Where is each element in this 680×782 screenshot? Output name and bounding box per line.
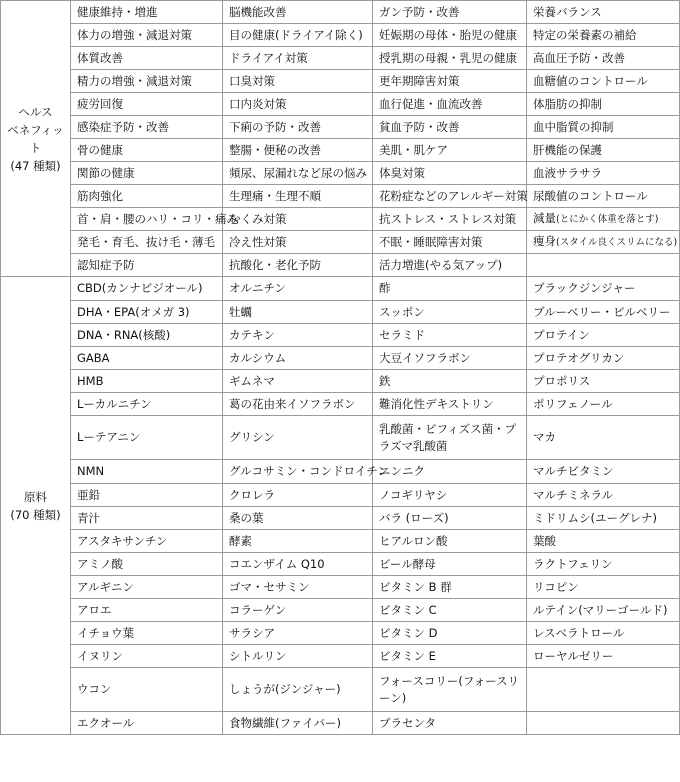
table-cell: アルギニン — [71, 576, 223, 599]
table-cell: 生理痛・生理不順 — [223, 185, 373, 208]
table-cell: 筋肉強化 — [71, 185, 223, 208]
table-cell: 体力の増強・減退対策 — [71, 24, 223, 47]
table-cell: シトルリン — [223, 645, 373, 668]
table-cell: グルコサミン・コンドロイチン — [223, 460, 373, 484]
table-cell: 認知症予防 — [71, 254, 223, 277]
table-cell: サラシア — [223, 622, 373, 645]
table-cell: リコピン — [527, 576, 680, 599]
table-cell: 牡蠣 — [223, 301, 373, 324]
table-cell: 葉酸 — [527, 530, 680, 553]
table-cell: 目の健康(ドライアイ除く) — [223, 24, 373, 47]
table-row — [1, 460, 680, 484]
table-cell: ルテイン(マリーゴールド) — [527, 599, 680, 622]
table-cell: 大豆イソフラボン — [373, 347, 527, 370]
table-cell: コラーゲン — [223, 599, 373, 622]
table-cell: むくみ対策 — [223, 208, 373, 231]
table-cell: ビタミン C — [373, 599, 527, 622]
table-cell: 体質改善 — [71, 47, 223, 70]
table-row — [1, 254, 680, 277]
table-row — [1, 712, 680, 735]
table-cell: 肝機能の保護 — [527, 139, 680, 162]
table-cell: オルニチン — [223, 277, 373, 301]
table-cell: 難消化性デキストリン — [373, 393, 527, 416]
table-cell: 血糖値のコントロール — [527, 70, 680, 93]
table-row — [1, 301, 680, 324]
table-row — [1, 139, 680, 162]
table-cell: ビタミン D — [373, 622, 527, 645]
table-cell: 鉄 — [373, 370, 527, 393]
table-row — [1, 24, 680, 47]
table-cell: グリシン — [223, 416, 373, 460]
table-cell: 花粉症などのアレルギー対策 — [373, 185, 527, 208]
table-cell: DNA・RNA(核酸) — [71, 324, 223, 347]
table-cell: しょうが(ジンジャー) — [223, 668, 373, 712]
table-cell: Lーカルニチン — [71, 393, 223, 416]
table-row — [1, 668, 680, 712]
table-cell: ニンニク — [373, 460, 527, 484]
table-cell: ドライアイ対策 — [223, 47, 373, 70]
table-cell: クロレラ — [223, 484, 373, 507]
table-cell: プロテオグリカン — [527, 347, 680, 370]
table-cell: プロポリス — [527, 370, 680, 393]
table-cell: 骨の健康 — [71, 139, 223, 162]
table-cell: 頻尿、尿漏れなど尿の悩み — [223, 162, 373, 185]
table-cell: 下痢の予防・改善 — [223, 116, 373, 139]
table-row — [1, 622, 680, 645]
table-cell: カルシウム — [223, 347, 373, 370]
table-cell: 特定の栄養素の補給 — [527, 24, 680, 47]
table-cell: ゴマ・セサミン — [223, 576, 373, 599]
table-cell: ビタミン B 群 — [373, 576, 527, 599]
table-cell: 乳酸菌・ビフィズス菌・プラズマ乳酸菌 — [373, 416, 527, 460]
table-cell: ガン予防・改善 — [373, 1, 527, 24]
table-cell: HMB — [71, 370, 223, 393]
table-cell: エクオール — [71, 712, 223, 735]
table-cell: 亜鉛 — [71, 484, 223, 507]
table-cell: 抗酸化・老化予防 — [223, 254, 373, 277]
table-cell: ヒアルロン酸 — [373, 530, 527, 553]
section-label: ベネフィット — [7, 122, 64, 155]
table-cell: 整腸・便秘の改善 — [223, 139, 373, 162]
table-cell: 疲労回復 — [71, 93, 223, 116]
table-cell: 葛の花由来イソフラボン — [223, 393, 373, 416]
table-cell: 妊娠期の母体・胎児の健康 — [373, 24, 527, 47]
table-cell: スッポン — [373, 301, 527, 324]
table-row — [1, 277, 680, 301]
table-cell: 酵素 — [223, 530, 373, 553]
table-cell: 血行促進・血流改善 — [373, 93, 527, 116]
table-cell: 更年期障害対策 — [373, 70, 527, 93]
table-row — [1, 530, 680, 553]
table-cell: 抗ストレス・ストレス対策 — [373, 208, 527, 231]
table-cell: 健康維持・増進 — [71, 1, 223, 24]
table-cell: 血液サラサラ — [527, 162, 680, 185]
table-cell: 食物繊維(ファイバー) — [223, 712, 373, 735]
table-cell: マルチビタミン — [527, 460, 680, 484]
table-cell: イヌリン — [71, 645, 223, 668]
table-cell: 首・肩・腰のハリ・コリ・痛み — [71, 208, 223, 231]
table-cell: 減量(とにかく体重を落とす) — [527, 208, 680, 231]
section-label-cell — [1, 1, 71, 277]
table-cell: 血中脂質の抑制 — [527, 116, 680, 139]
table-cell: NMN — [71, 460, 223, 484]
table-cell: ミドリムシ(ユーグレナ) — [527, 507, 680, 530]
table-cell: 桑の葉 — [223, 507, 373, 530]
section-count: (47 種類) — [10, 158, 61, 173]
table-cell: 感染症予防・改善 — [71, 116, 223, 139]
table-cell: 高血圧予防・改善 — [527, 47, 680, 70]
table-row — [1, 416, 680, 460]
table-row — [1, 370, 680, 393]
table-cell: ビール酵母 — [373, 553, 527, 576]
table-row — [1, 93, 680, 116]
table-cell: 精力の増強・減退対策 — [71, 70, 223, 93]
table-row — [1, 599, 680, 622]
table-cell: 尿酸値のコントロール — [527, 185, 680, 208]
table-cell: バラ (ローズ) — [373, 507, 527, 530]
section-label: ヘルス — [18, 104, 53, 119]
table-row — [1, 576, 680, 599]
table-cell: 口臭対策 — [223, 70, 373, 93]
table-cell: 青汁 — [71, 507, 223, 530]
table-cell: アロエ — [71, 599, 223, 622]
table-cell: GABA — [71, 347, 223, 370]
table-cell: 脳機能改善 — [223, 1, 373, 24]
table-cell: 口内炎対策 — [223, 93, 373, 116]
table-cell: マルチミネラル — [527, 484, 680, 507]
table-cell: 体脂肪の抑制 — [527, 93, 680, 116]
table-cell: ブルーベリー・ビルベリー — [527, 301, 680, 324]
table-row — [1, 185, 680, 208]
table-cell — [527, 668, 680, 712]
table-cell: ノコギリヤシ — [373, 484, 527, 507]
table-cell: コエンザイム Q10 — [223, 553, 373, 576]
table-cell: 活力増進(やる気アップ) — [373, 254, 527, 277]
table-cell: 体臭対策 — [373, 162, 527, 185]
table-row — [1, 324, 680, 347]
table-row — [1, 70, 680, 93]
table-cell: CBD(カンナビジオール) — [71, 277, 223, 301]
table-cell: プロテイン — [527, 324, 680, 347]
table-cell: 発毛・育毛、抜け毛・薄毛 — [71, 231, 223, 254]
table-row — [1, 553, 680, 576]
table-cell: 貧血予防・改善 — [373, 116, 527, 139]
table-cell: ラクトフェリン — [527, 553, 680, 576]
table-row — [1, 393, 680, 416]
table-cell: アミノ酸 — [71, 553, 223, 576]
table-cell: ウコン — [71, 668, 223, 712]
table-cell: 栄養バランス — [527, 1, 680, 24]
table-cell: 酢 — [373, 277, 527, 301]
table-cell: レスベラトロール — [527, 622, 680, 645]
table-row — [1, 347, 680, 370]
table-cell: ブラックジンジャー — [527, 277, 680, 301]
table-cell: 関節の健康 — [71, 162, 223, 185]
table-cell: マカ — [527, 416, 680, 460]
table-cell — [527, 712, 680, 735]
table-cell: ビタミン E — [373, 645, 527, 668]
table-row — [1, 116, 680, 139]
table-cell: DHA・EPA(オメガ 3) — [71, 301, 223, 324]
table-cell: イチョウ葉 — [71, 622, 223, 645]
table-cell: ポリフェノール — [527, 393, 680, 416]
section-label: 原料 — [24, 489, 47, 504]
table-row — [1, 1, 680, 24]
table-row — [1, 645, 680, 668]
table-cell: プラセンタ — [373, 712, 527, 735]
table-row — [1, 162, 680, 185]
table-cell: 授乳期の母親・乳児の健康 — [373, 47, 527, 70]
section-label-cell — [1, 277, 71, 735]
table-row — [1, 208, 680, 231]
section-count: (70 種類) — [10, 507, 61, 522]
table-cell: カテキン — [223, 324, 373, 347]
table-cell: 冷え性対策 — [223, 231, 373, 254]
table-row — [1, 47, 680, 70]
table-cell: 美肌・肌ケア — [373, 139, 527, 162]
table-cell: 不眠・睡眠障害対策 — [373, 231, 527, 254]
table-cell: アスタキサンチン — [71, 530, 223, 553]
table-row — [1, 484, 680, 507]
table-cell: フォースコリー(フォースリーン) — [373, 668, 527, 712]
table-cell: Lーテアニン — [71, 416, 223, 460]
table-cell: ギムネマ — [223, 370, 373, 393]
table-cell — [527, 254, 680, 277]
table-cell: セラミド — [373, 324, 527, 347]
table-cell: 痩身(スタイル良くスリムになる) — [527, 231, 680, 254]
table-row — [1, 507, 680, 530]
table-row — [1, 231, 680, 254]
table-cell: ローヤルゼリー — [527, 645, 680, 668]
